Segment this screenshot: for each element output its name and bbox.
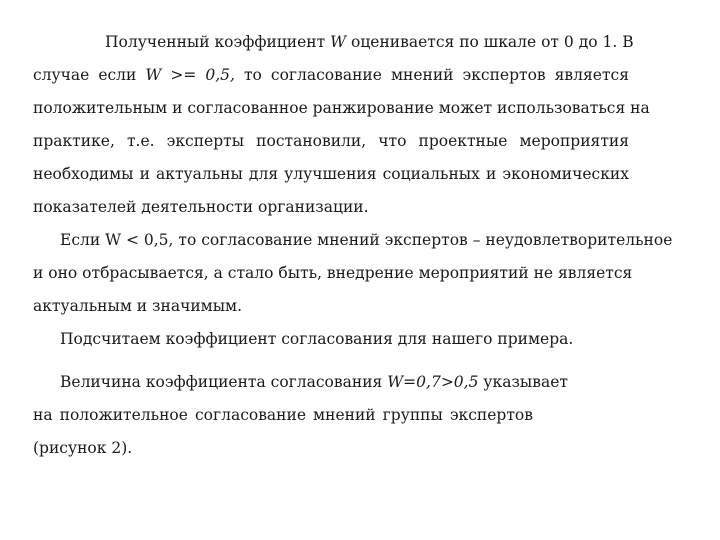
paragraph-4-line-2: на положительное согласование мнений группы экспертов [33,406,533,424]
paragraph-1-line-5: необходимы и актуальны для улучшения социальных и экономических [33,165,629,183]
paragraph-1-line-6: показателей деятельности организации. [33,198,369,216]
paragraph-1-line-3: положительным и согласованное ранжирование может использоваться на [33,99,650,117]
text-segment: Полученный коэффициент [105,33,326,51]
paragraph-1-line-4: практике, т.е. эксперты постановили, что проектные мероприятия [33,132,629,150]
paragraph-4-line-3: (рисунок 2). [33,439,133,457]
text-segment: Величина коэффициента согласования [60,373,383,391]
paragraph-1-line-2 [33,65,629,85]
condition-expression: W >= 0,5, [145,66,235,84]
variable-w: W [330,33,347,51]
paragraph-1-line-1 [105,32,634,52]
text-segment: указывает [483,373,568,391]
paragraph-3-line-1: Подсчитаем коэффициент согласования для нашего примера. [60,330,574,348]
paragraph-2-line-2: и оно отбрасывается, а стало быть, внедрение мероприятий не является [33,264,633,282]
coefficient-value: W=0,7>0,5 [387,373,479,391]
paragraph-4-line-1 [60,372,568,392]
paragraph-2-line-3: актуальным и значимым. [33,297,243,315]
text-segment: то согласование мнений экспертов является [243,66,629,84]
paragraph-2-line-1: Если W < 0,5, то согласование мнений экспертов – неудовлетворительное [60,231,673,249]
text-segment: оценивается по шкале от 0 до 1. В [350,33,634,51]
text-segment: случае если [33,66,137,84]
